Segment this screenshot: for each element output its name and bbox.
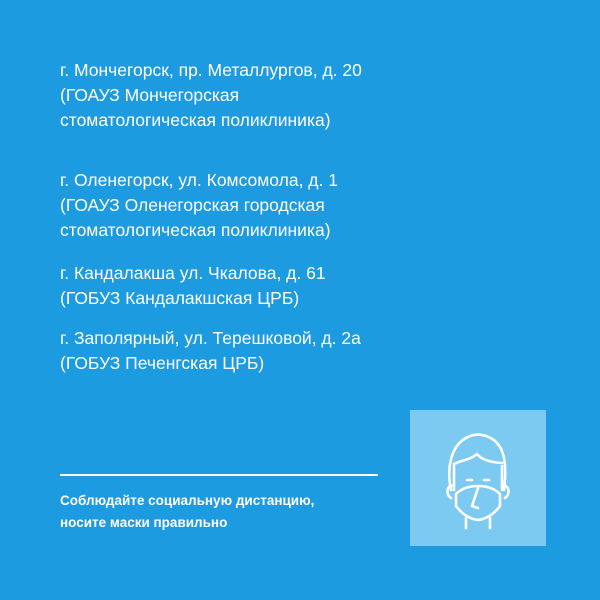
- footer-message: [60, 490, 314, 534]
- address-line: (ГОБУЗ Кандалакшская ЦРБ): [60, 288, 300, 308]
- address-monchegorsk: [60, 58, 362, 133]
- face-mask-icon: [410, 410, 546, 546]
- address-line: (ГОБУЗ Печенгская ЦРБ): [60, 353, 265, 373]
- address-line: г. Мончегорск, пр. Металлургов, д. 20: [60, 60, 362, 80]
- address-line: г. Оленегорск, ул. Комсомола, д. 1: [60, 170, 338, 190]
- address-line: (ГОАУЗ Оленегорская городская: [60, 195, 325, 215]
- address-line: г. Заполярный, ул. Терешковой, д. 2а: [60, 328, 361, 348]
- address-line: стоматологическая поликлиника): [60, 110, 331, 130]
- address-olenegorsk: [60, 168, 338, 243]
- address-line: (ГОАУЗ Мончегорская: [60, 85, 240, 105]
- footer-divider: [60, 474, 378, 476]
- address-line: стоматологическая поликлиника): [60, 220, 331, 240]
- footer-line-1: Соблюдайте социальную дистанцию,: [60, 493, 315, 508]
- address-kandalaksha: [60, 261, 326, 311]
- mask-tile: [410, 410, 546, 546]
- address-zapolyarny: [60, 326, 361, 376]
- address-line: г. Кандалакша ул. Чкалова, д. 61: [60, 263, 326, 283]
- footer-line-2: носите маски правильно: [60, 515, 228, 530]
